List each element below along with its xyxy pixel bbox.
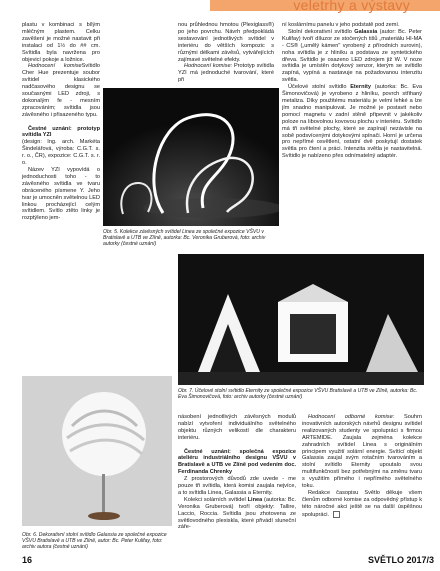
figure-5-caption: Obr. 5. Kolekce závěsných svítidel Linea ze společné expozice VŠVU v Bratislavě a UTB ve Zlíně, autorka: Bc. Veronika Gruberová, foto: archiv autorky (čestné uznání) bbox=[103, 229, 266, 248]
colb2-paragraph-3: Kolekci solárních svítidel Linea (autorka: Bc. Veronika Gruberová) tvoří objekty: Tallire, Laccio, Roccia. Svítidla jsou zhotovena ze světlovodného plexiskla, které přivádí sluneční záře- bbox=[178, 496, 297, 531]
figure-7-caption: Obr. 7. Účelové stolní svítidlo Eternity ze společné expozice VŠVU Bratislavě a UTB ve Zlíně, autorka: Bc. Eva Šimonovičová, foto: archiv autorky (čestné uznání) bbox=[178, 388, 418, 401]
col2-paragraph-1: nou průhlednou hmotou (Plexiglass®) po jeho povrchu. Návrh předpokládá sestavování jednotlivých svítidel v interiéru do větších kompozic s různými délkami závěsů, vytvářejících zajímavé světelné efekty. bbox=[178, 22, 274, 63]
galassia-lamp-image bbox=[22, 376, 172, 526]
col3-paragraph-1: ní koslárnímu panelu v jeho podstatě pod zemí. bbox=[282, 22, 400, 28]
col1-paragraph-3: (design: Ing. arch. Markéta Šindelářová, výroba: C.G.T. s. r. o., ČR), expozice: C.G.T. s. r. o. bbox=[22, 139, 100, 167]
end-of-article-icon bbox=[333, 511, 340, 518]
colb2-award-heading: Čestné uznání: společná expozice ateliéru industriálního designu VŠVU v Bratislavě a UTB ve Zlíně pod vedením doc. Ferdinanda Chrenky bbox=[178, 448, 296, 476]
col2-paragraph-2: Hodnocení komise: Prototyp svítidla YZI má jednoduché tvarování, které při bbox=[178, 63, 274, 84]
column-2-bottom bbox=[178, 414, 296, 531]
linea-lamps-image bbox=[103, 88, 279, 226]
col3-paragraph-2: Stolní dekorativní svítidlo Galassia (autor: Bc. Peter Kulifay) tvoří díluzor ze stočených tišů „materiálu HI-MA - CS® („umělý kámen" vyrobený z přírodních surovin), noha svítidla je z hliníku a podstava ze syntetického dřeva. Svítidlo je osazeno LED zdrojem již W. V noze svítidla je umístěn dotykový senzor, kterým se svítidlo zapíná, vypíná a nastavuje na požadovanou intenzitu světla. bbox=[282, 28, 422, 84]
col1-paragraph-2: Hodnocení komiseSvítidlo Cher Hue prezentuje soubor svítidel klasického nadčasového designu se současnými LED zdroji, s dokonalým fe - mesním zpracováním; svítidla jsou závěsného i přisazeného typu. bbox=[22, 63, 100, 118]
colb3-paragraph-2: Redakce časopisu Světlo děkuje všem členům odborné komise za odpovědný přístup k této náročné akci ještě se na další úspěšnou spolupráci. bbox=[302, 489, 422, 518]
col3-paragraph-3: Účelové stolní svítidlo Eternity (autorka: Bc. Eva Šimonovičová) je vyrobeno z hliníku, povrch střihaný metaliza. Díky použitému materiálu je velmi lehké a lze jím snadno manipulovat. Je možné je postavit nebo pomocí magnetu v zadní stěně připevnit v jakékoliv poloze na libovolnou kovovou plochu v interiéru. Svítidlo má tři světelné plochy, které se zapínají nezávisle na sobě podsvícenými dotykovými spínači. Horní je určena pro nepřímé osvětlení, ostatní dvě poskytují dostatek světla pro čtení a práci. Intenzita světla je nastavitelná. Svítidlo je nabízeno přes odnímatelný adaptér. bbox=[282, 84, 422, 160]
column-3-bottom bbox=[302, 414, 422, 519]
page-number: 16 bbox=[22, 555, 33, 565]
col1-award-heading: Čestné uznání: prototyp svítidla YZI bbox=[22, 125, 100, 139]
section-title: veletrhy a výstavy bbox=[293, 0, 410, 13]
figure-7-photo bbox=[178, 254, 424, 385]
colb2-paragraph-2: Z prostorových důvodů zde uvede - me pouze tři svítidla, která komisi zaujala nejvíce, a to svítidla Linea, Galassia a Eternity. bbox=[178, 476, 296, 496]
col1-paragraph-4: Název YZI vypovídá o jednoduchosti toho - to závěsného svítidla ve tvaru obráceného písmene Y. Jeho tvar je umocněn světelnou LED linkou procházející celým svítidlem. Svítlo ztěto linky je rozptýleno jem- bbox=[22, 167, 100, 222]
column-1 bbox=[22, 22, 100, 222]
figure-6-photo bbox=[22, 376, 172, 526]
colb3-paragraph-1: Hodnocení odborné komise: Souhrn inovativních autorských návrhů designu svítidel realizovaných studenty ve spolupráci s firmou ARTEMIDE. Zaujala zejména kolekce zahradních svítidel Linea s originálním principem využití solární energie. Svítící objekt Galassia zaujal svým rotačním tvarováním a stolní svítidlo Eternity upoutalo svou multifunkčností bez potřebnými na změnu tvaru s využitím přímého i nepřímého světelného toku. bbox=[302, 414, 423, 490]
column-3 bbox=[282, 22, 422, 160]
issue-label: SVĚTLO 2017/3 bbox=[367, 555, 434, 565]
column-2 bbox=[178, 22, 274, 84]
figure-5-photo bbox=[103, 88, 279, 226]
col1-paragraph-1: plastu v kombinaci s bílým mléčným plastem. Celku zavěšení je možné nastavit při instalaci od 1½ do ## cm. Svítidla byla navržena pro objevicí pokoje a ložnice. bbox=[22, 22, 100, 63]
figure-6-caption: Obr. 6. Dekorativní stolní svítidlo Galassia ze společné expozice VŠVU Bratislavě a UTB ve Zlíně, autor: Bc. Peter Kulifay, foto: archiv autora (čestné uznání) bbox=[22, 532, 167, 551]
eternity-lamps-image bbox=[178, 254, 424, 385]
colb2-paragraph-1: násobení jednotlivých závěsných modulů nabízí vytvoření individuálního světelného objektu různých velikostí dle charakteru interiéru. bbox=[178, 414, 296, 441]
